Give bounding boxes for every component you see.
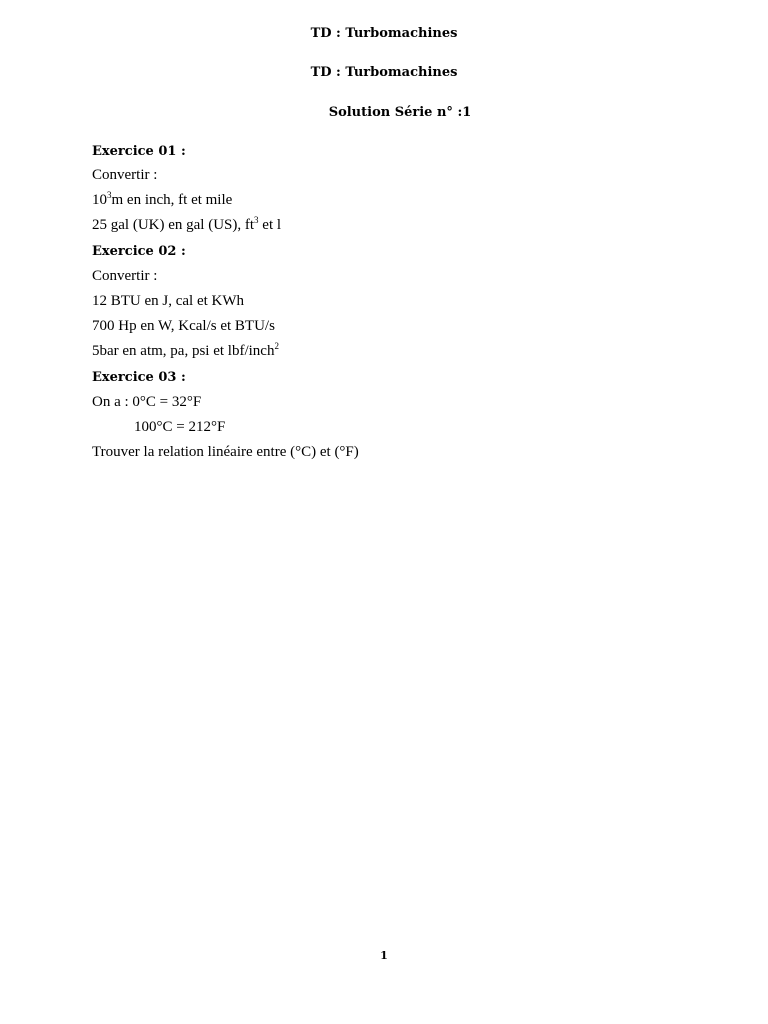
- document-title: TD : Turbomachines: [310, 26, 458, 41]
- exercise-01-intro: Convertir :: [92, 167, 158, 183]
- exercise-03-line-2: 100°C = 212°F: [134, 419, 226, 435]
- exercise-03-question: Trouver la relation linéaire entre (°C) et (°F): [92, 444, 359, 460]
- item-exponent: 2: [274, 341, 279, 351]
- exercise-03-line-1: On a : 0°C = 32°F: [92, 394, 202, 410]
- exercise-01-heading: Exercice 01 :: [92, 144, 186, 159]
- item-exponent: 3: [107, 190, 112, 200]
- exercise-01-item-1: [92, 191, 232, 209]
- exercise-03-heading: Exercice 03 :: [92, 370, 186, 385]
- exercise-02-item-2: 700 Hp en W, Kcal/s et BTU/s: [92, 318, 275, 334]
- item-text: m en inch, ft et mile: [111, 192, 233, 208]
- exercise-02-intro: Convertir :: [92, 268, 158, 284]
- item-text: 5bar en atm, pa, psi et lbf/inch: [92, 343, 275, 359]
- item-text: 25 gal (UK) en gal (US), ft: [92, 217, 255, 233]
- exercise-01-item-2: [92, 216, 281, 234]
- exercise-02-item-1: 12 BTU en J, cal et KWh: [92, 293, 245, 309]
- exercise-02-item-3: [92, 342, 279, 360]
- item-exponent: 3: [254, 215, 259, 225]
- exercise-02-heading: Exercice 02 :: [92, 244, 186, 259]
- solution-subtitle: Solution Série n° :1: [328, 105, 472, 120]
- page-number: 1: [380, 949, 388, 962]
- item-text-end: et l: [258, 217, 282, 233]
- item-base: 10: [92, 192, 107, 208]
- document-title-repeat: TD : Turbomachines: [310, 65, 458, 80]
